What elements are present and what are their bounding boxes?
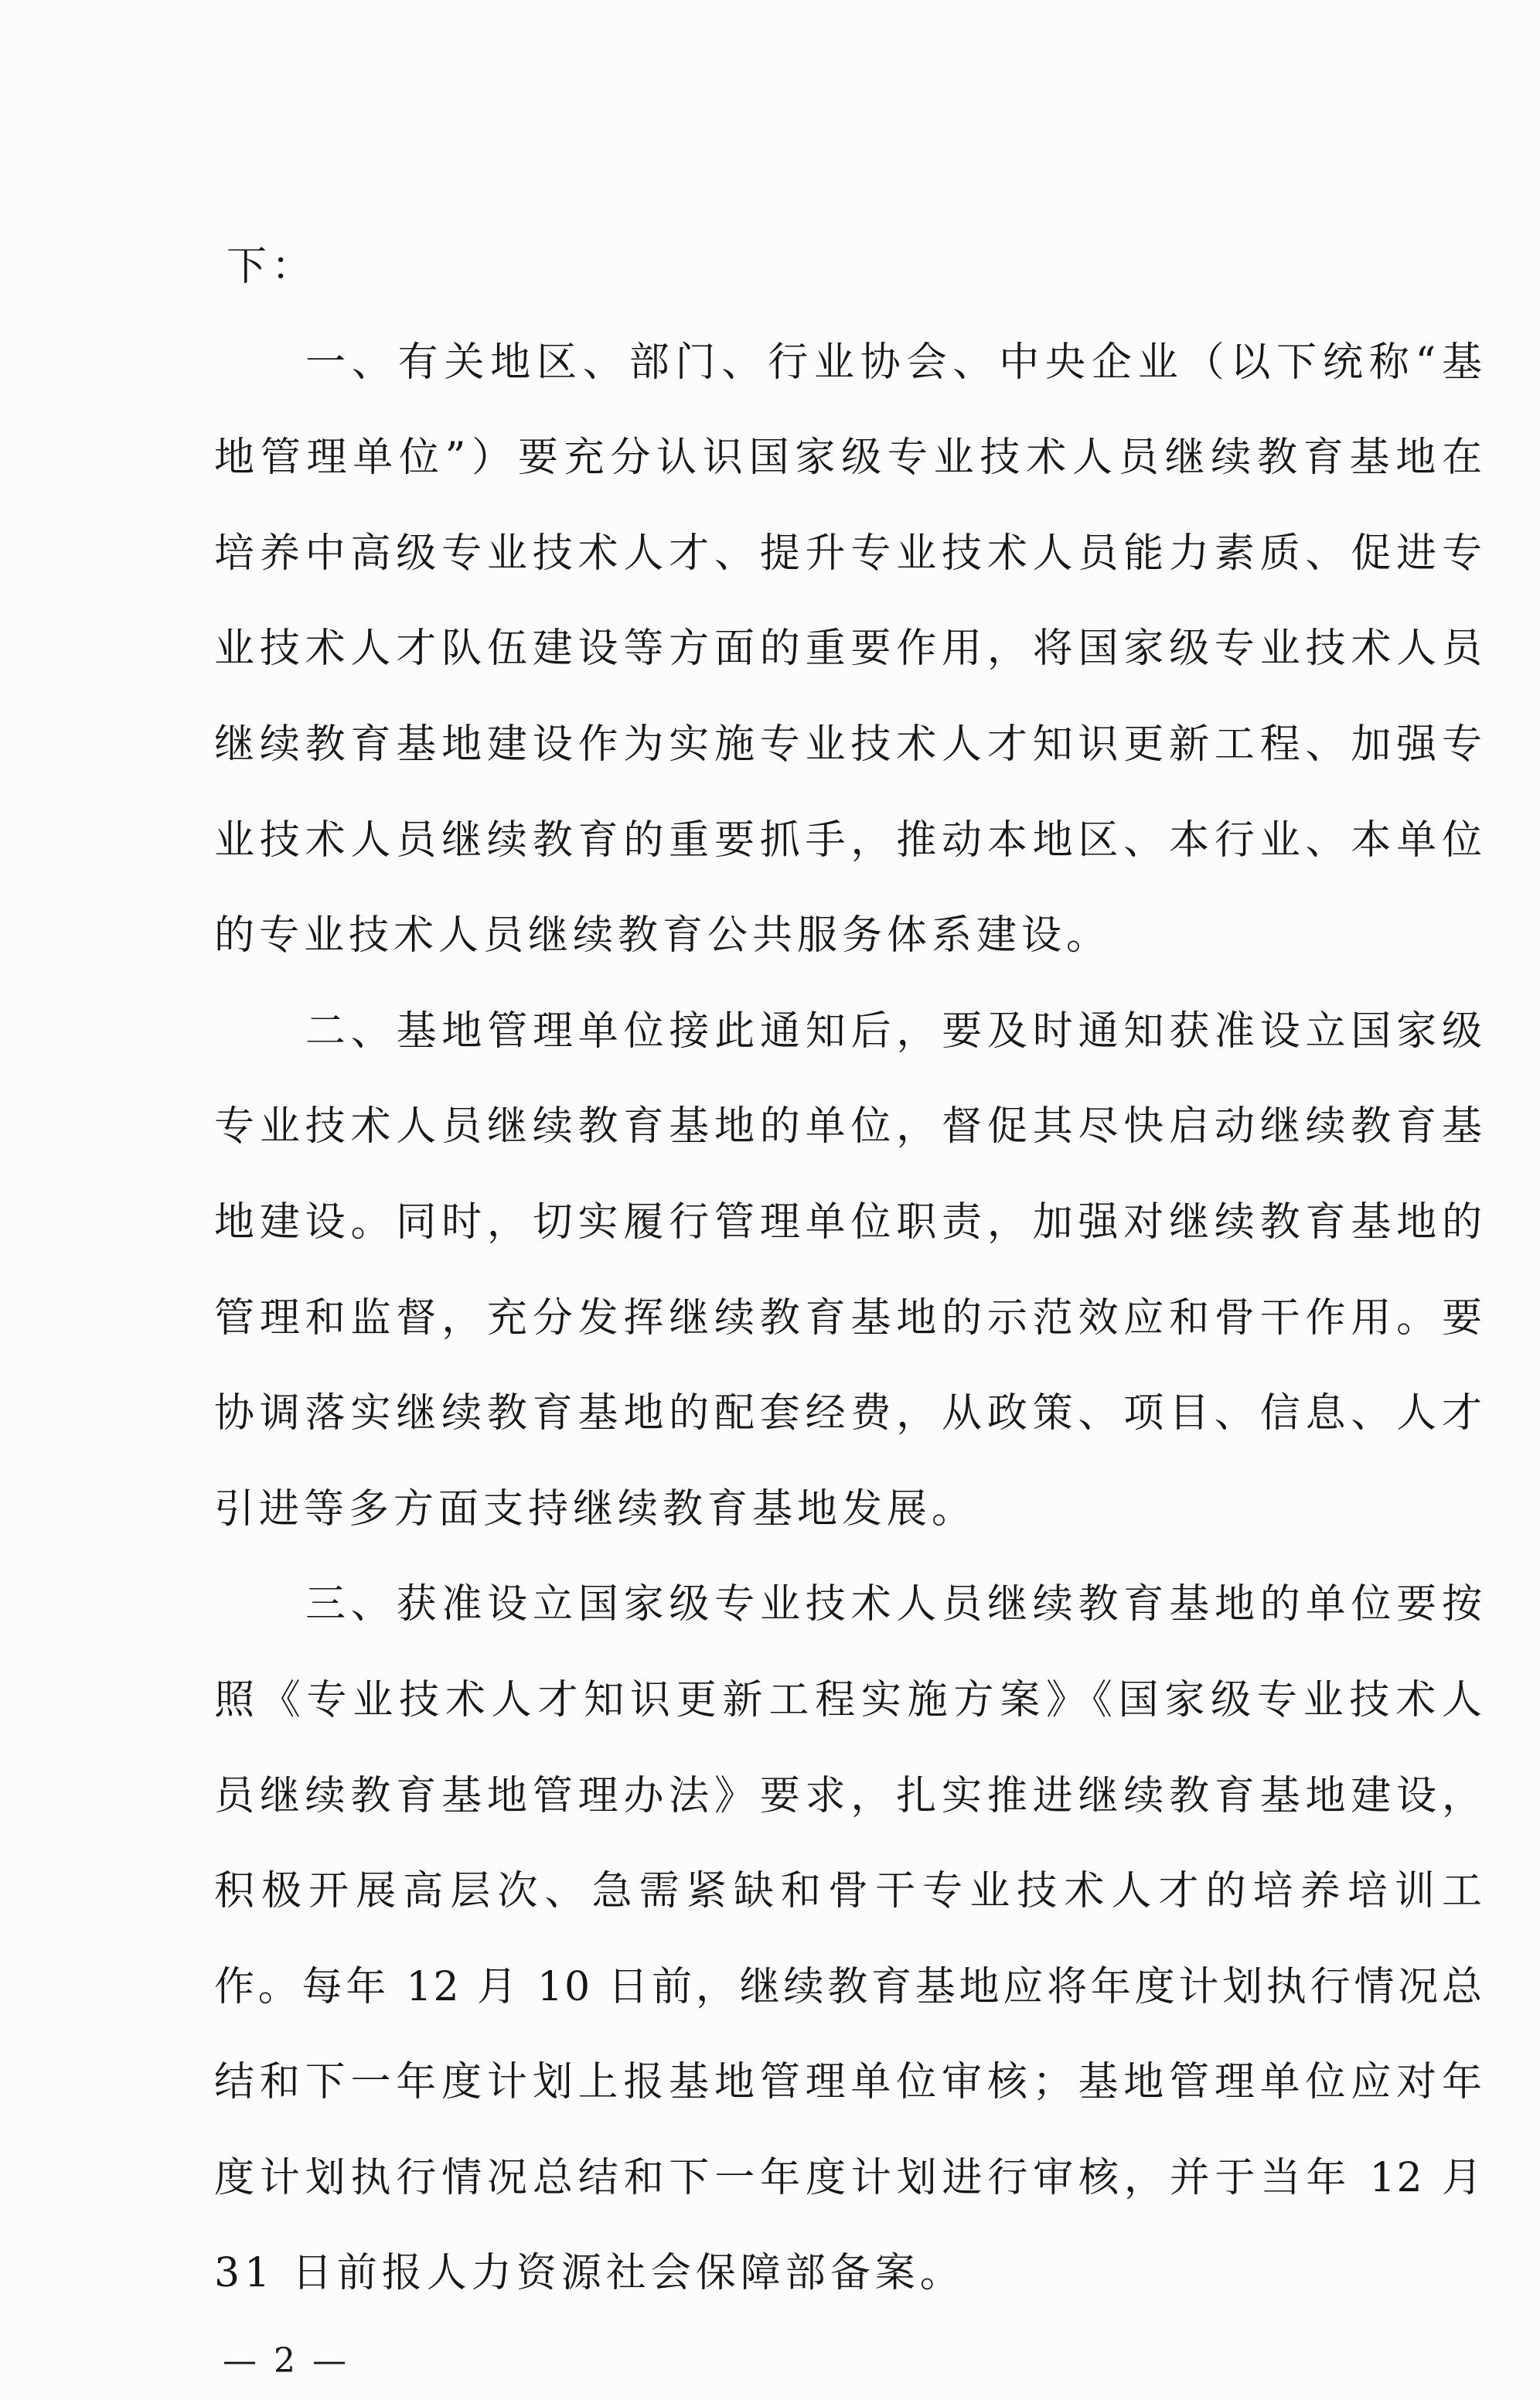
paragraph-1: [214, 315, 1484, 984]
paragraph-line: 一、有关地区、部门、行业协会、中央企业（以下统称“基: [305, 339, 1484, 386]
paragraph-line: 员继续教育基地管理办法》要求，扎实推进继续教育基地建设，: [214, 1772, 1484, 1819]
paragraph-3: [214, 1557, 1484, 2322]
paragraph-line: 管理和监督，充分发挥继续教育基地的示范效应和骨干作用。要: [214, 1294, 1484, 1341]
paragraph-line: 照《专业技术人才知识更新工程实施方案》《国家级专业技术人: [214, 1676, 1484, 1723]
paragraph-line: 三、获准设立国家级专业技术人员继续教育基地的单位要按: [305, 1581, 1484, 1628]
paragraph-line: 二、基地管理单位接此通知后，要及时通知获准设立国家级: [305, 1007, 1484, 1055]
paragraph-line: 协调落实继续教育基地的配套经费，从政策、项目、信息、人才: [214, 1390, 1484, 1437]
paragraph-line: 培养中高级专业技术人才、提升专业技术人员能力素质、促进专: [214, 530, 1484, 577]
paragraph-line: 地管理单位”）要充分认识国家级专业技术人员继续教育基地在: [214, 435, 1484, 482]
paragraph-last-line: 的专业技术人员继续教育公共服务体系建设。: [214, 912, 1112, 960]
paragraph-line: 度计划执行情况总结和下一年度计划进行审核，并于当年 12 月: [214, 2154, 1484, 2201]
paragraph-line: 积极开展高层次、急需紧缺和骨干专业技术人才的培养培训工: [214, 1868, 1484, 1915]
paragraph-last-line: 31 日前报人力资源社会保障部备案。: [214, 2250, 965, 2297]
paragraph-line: 业技术人才队伍建设等方面的重要作用，将国家级专业技术人员: [214, 626, 1484, 673]
paragraph-line: 结和下一年度计划上报基地管理单位审核；基地管理单位应对年: [214, 2059, 1484, 2106]
paragraph-last-line: 引进等多方面支持继续教育基地发展。: [214, 1485, 977, 1532]
page-number: — 2 —: [223, 2341, 349, 2381]
lead-line: 下：: [227, 244, 317, 290]
paragraph-line: 继续教育基地建设作为实施专业技术人才知识更新工程、加强专: [214, 721, 1484, 768]
paragraph-2: [214, 984, 1484, 1558]
paragraph-line: 专业技术人员继续教育基地的单位，督促其尽快启动继续教育基: [214, 1103, 1484, 1151]
document-body: [214, 220, 1484, 2322]
paragraph-line: 业技术人员继续教育的重要抓手，推动本地区、本行业、本单位: [214, 816, 1484, 864]
paragraph-line: 地建设。同时，切实履行管理单位职责，加强对继续教育基地的: [214, 1198, 1484, 1246]
paragraph-line: 作。每年 12 月 10 日前，继续教育基地应将年度计划执行情况总: [214, 1963, 1484, 2010]
